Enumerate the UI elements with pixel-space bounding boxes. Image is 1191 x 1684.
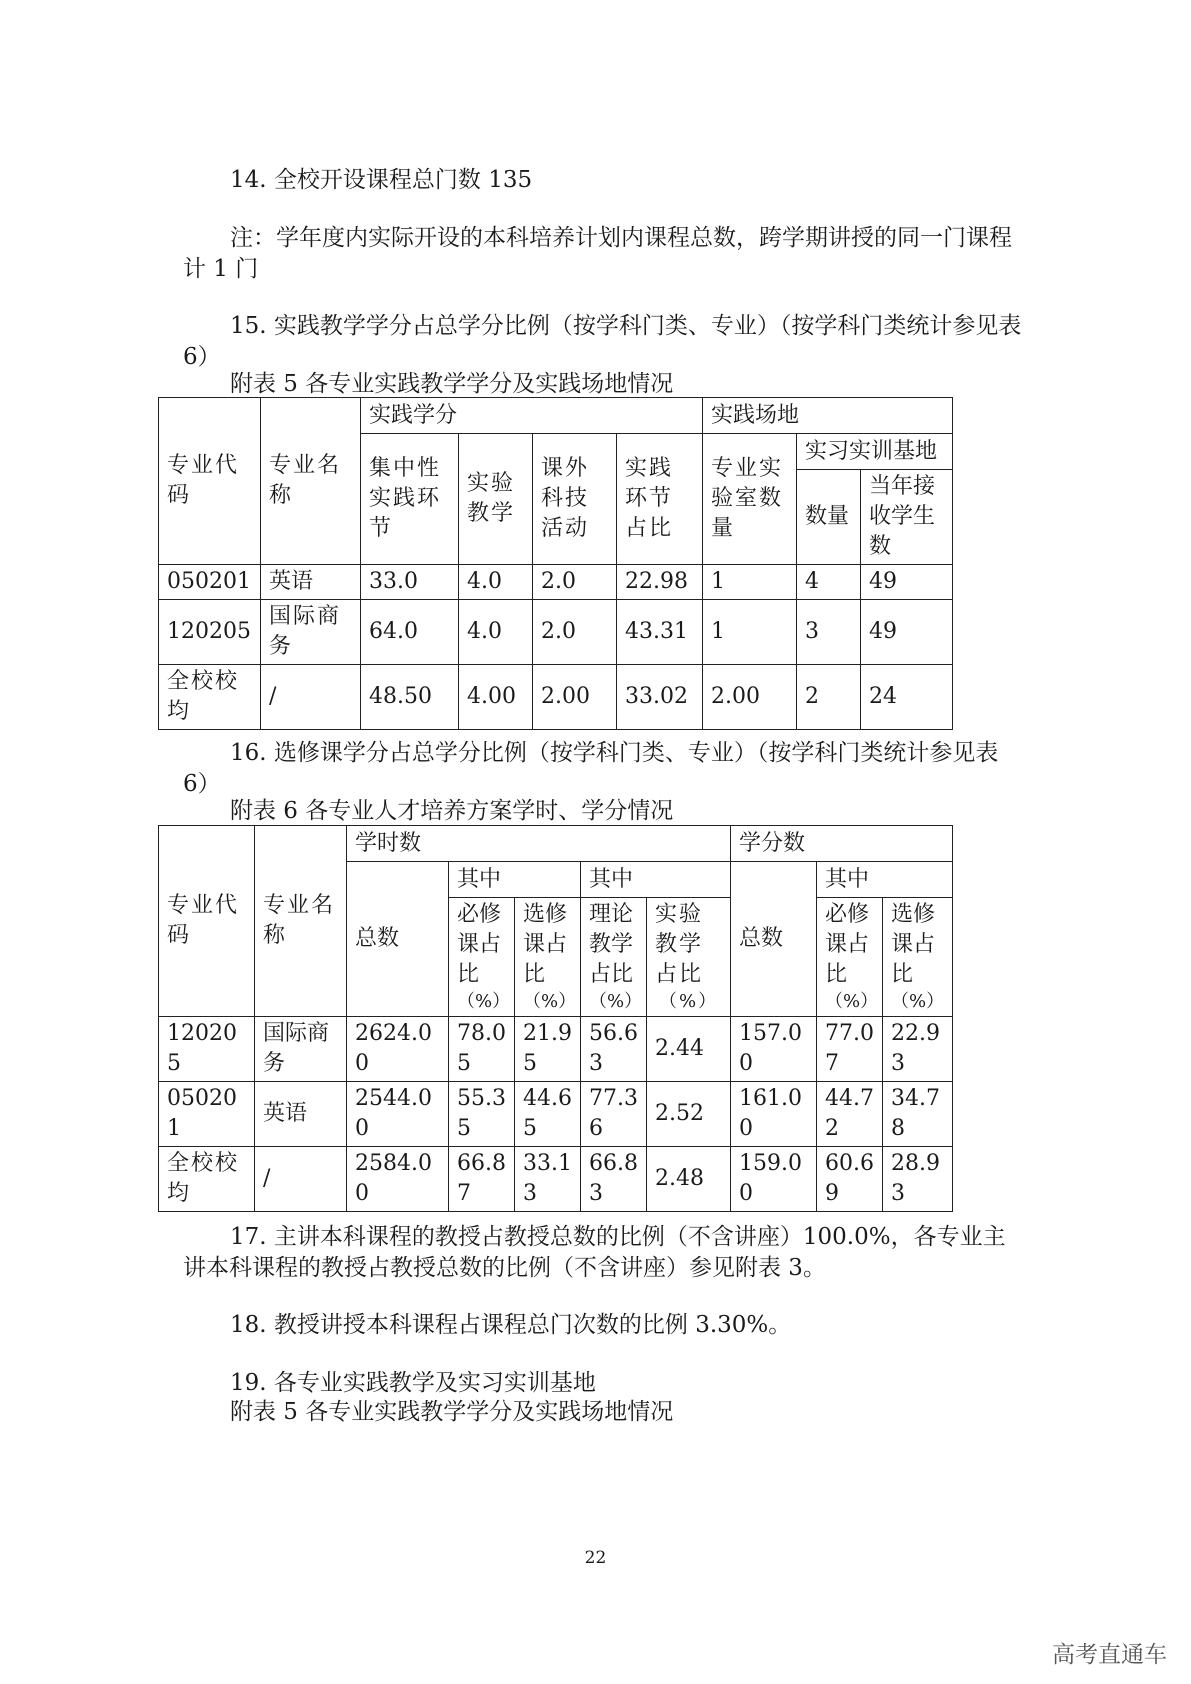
item-16: 16. 选修课学分占总学分比例（按学科门类、专业）（按学科门类统计参见表 6）	[183, 740, 999, 797]
cell-extracurricular: 2.0	[533, 565, 617, 600]
header-theory	[581, 898, 647, 1017]
cell-experiment: 4.00	[459, 665, 533, 730]
header-practice-ratio: 实践环节占比	[617, 434, 703, 565]
cell-code: 050201	[159, 1082, 255, 1147]
cell-ratio: 33.02	[617, 665, 703, 730]
header-major-name: 专业名称	[255, 826, 347, 1017]
page-number: 22	[584, 1548, 607, 1568]
cell-code: 120205	[159, 1017, 255, 1082]
cell-labs: 1	[703, 565, 797, 600]
header-text: 必修课占比	[825, 902, 870, 987]
item-17: 17. 主讲本科课程的教授占教授总数的比例（不含讲座）100.0%，各专业主讲本科课程的教授占教授总数的比例（不含讲座）参见附表 3。	[183, 1224, 1006, 1281]
header-total-hours: 总数	[347, 862, 449, 1017]
item-19-caption: 附表 5 各专业实践教学学分及实践场地情况	[230, 1399, 674, 1425]
cell-labs: 1	[703, 600, 797, 665]
cell-total-credits: 157.00	[731, 1017, 817, 1082]
header-practice-site: 实践场地	[703, 398, 953, 434]
cell-total-credits: 159.00	[731, 1147, 817, 1212]
percent-unit: （%）	[589, 991, 643, 1012]
cell-base-students: 49	[861, 600, 953, 665]
cell-ratio: 22.98	[617, 565, 703, 600]
cell-required-hours: 78.05	[449, 1017, 515, 1082]
header-text: 选修课占比	[891, 902, 936, 987]
cell-elective-hours: 44.65	[515, 1082, 581, 1147]
header-major-code: 专业代码	[159, 826, 255, 1017]
cell-experiment: 4.0	[459, 565, 533, 600]
header-text: 实验教学占比	[655, 902, 704, 987]
header-extracurricular: 课外科技活动	[533, 434, 617, 565]
header-credits: 学分数	[731, 826, 953, 862]
cell-elective-hours: 33.13	[515, 1147, 581, 1212]
table-row	[159, 665, 953, 730]
table-row	[159, 1017, 953, 1082]
cell-required-credits: 44.72	[817, 1082, 883, 1147]
cell-concentrated: 33.0	[361, 565, 459, 600]
cell-required-hours: 55.35	[449, 1082, 515, 1147]
header-hours: 学时数	[347, 826, 731, 862]
percent-unit: （%）	[891, 991, 945, 1012]
cell-lab: 2.44	[647, 1017, 731, 1082]
cell-labs: 2.00	[703, 665, 797, 730]
cell-experiment: 4.0	[459, 600, 533, 665]
watermark: 高考直通车	[1052, 1642, 1167, 1668]
table5-caption: 附表 5 各专业实践教学学分及实践场地情况	[230, 371, 674, 397]
cell-base-count: 4	[797, 565, 861, 600]
cell-total-hours: 2584.00	[347, 1147, 449, 1212]
cell-concentrated: 48.50	[361, 665, 459, 730]
header-major-code: 专业代码	[159, 398, 261, 565]
cell-name: 英语	[255, 1082, 347, 1147]
cell-elective-hours: 21.95	[515, 1017, 581, 1082]
item-14-note: 注：学年度内实际开设的本科培养计划内课程总数，跨学期讲授的同一门课程计 1 门	[183, 225, 1012, 282]
percent-unit: （%）	[457, 991, 511, 1012]
cell-name: /	[261, 665, 361, 730]
percent-unit: （%）	[523, 991, 577, 1012]
cell-total-credits: 161.00	[731, 1082, 817, 1147]
cell-elective-credits: 34.78	[883, 1082, 953, 1147]
table-row	[159, 565, 953, 600]
cell-required-credits: 60.69	[817, 1147, 883, 1212]
table6-caption: 附表 6 各专业人才培养方案学时、学分情况	[230, 798, 674, 824]
item-14: 14. 全校开设课程总门数 135	[230, 167, 533, 193]
cell-base-students: 49	[861, 565, 953, 600]
cell-elective-credits: 28.93	[883, 1147, 953, 1212]
cell-lab: 2.52	[647, 1082, 731, 1147]
table-row	[159, 1147, 953, 1212]
cell-required-credits: 77.07	[817, 1017, 883, 1082]
header-elective-credits	[883, 898, 953, 1017]
header-experiment: 实验教学	[459, 434, 533, 565]
table-row	[159, 600, 953, 665]
table5-practice-credits	[158, 397, 953, 730]
cell-extracurricular: 2.0	[533, 600, 617, 665]
header-elective-hours	[515, 898, 581, 1017]
cell-base-students: 24	[861, 665, 953, 730]
header-lab-count: 专业实验室数量	[703, 434, 797, 565]
cell-required-hours: 66.87	[449, 1147, 515, 1212]
item-15: 15. 实践教学学分占总学分比例（按学科门类、专业）（按学科门类统计参见表 6）	[183, 313, 1022, 370]
cell-elective-credits: 22.93	[883, 1017, 953, 1082]
cell-base-count: 2	[797, 665, 861, 730]
cell-extracurricular: 2.00	[533, 665, 617, 730]
item-19: 19. 各专业实践教学及实习实训基地	[230, 1370, 596, 1396]
header-major-name: 专业名称	[261, 398, 361, 565]
cell-base-count: 3	[797, 600, 861, 665]
header-text: 必修课占比	[457, 902, 502, 987]
cell-ratio: 43.31	[617, 600, 703, 665]
cell-theory: 77.36	[581, 1082, 647, 1147]
percent-unit: （%）	[658, 991, 719, 1012]
cell-code: 120205	[159, 600, 261, 665]
cell-name: 英语	[261, 565, 361, 600]
header-text: 选修课占比	[523, 902, 568, 987]
header-among-teaching: 其中	[581, 862, 731, 898]
cell-theory: 56.63	[581, 1017, 647, 1082]
cell-name: 国际商务	[261, 600, 361, 665]
cell-lab: 2.48	[647, 1147, 731, 1212]
header-practice-credits: 实践学分	[361, 398, 703, 434]
cell-name: 国际商务	[255, 1017, 347, 1082]
header-among-credits: 其中	[817, 862, 953, 898]
cell-code: 全校校均	[159, 665, 261, 730]
table6-hours-credits	[158, 825, 953, 1212]
header-total-credits: 总数	[731, 862, 817, 1017]
cell-name: /	[255, 1147, 347, 1212]
cell-code: 050201	[159, 565, 261, 600]
cell-theory: 66.83	[581, 1147, 647, 1212]
cell-total-hours: 2624.00	[347, 1017, 449, 1082]
header-training-base: 实习实训基地	[797, 434, 953, 470]
item-18: 18. 教授讲授本科课程占课程总门次数的比例 3.30%。	[230, 1312, 792, 1338]
cell-code: 全校校均	[159, 1147, 255, 1212]
cell-total-hours: 2544.00	[347, 1082, 449, 1147]
header-required-credits	[817, 898, 883, 1017]
table-row	[159, 1082, 953, 1147]
percent-unit: （%）	[825, 991, 879, 1012]
header-text: 理论教学占比	[589, 902, 634, 987]
header-among-hours: 其中	[449, 862, 581, 898]
header-base-students: 当年接收学生数	[861, 470, 953, 565]
header-lab	[647, 898, 731, 1017]
header-base-count: 数量	[797, 470, 861, 565]
header-concentrated: 集中性实践环节	[361, 434, 459, 565]
cell-concentrated: 64.0	[361, 600, 459, 665]
header-required-hours	[449, 898, 515, 1017]
